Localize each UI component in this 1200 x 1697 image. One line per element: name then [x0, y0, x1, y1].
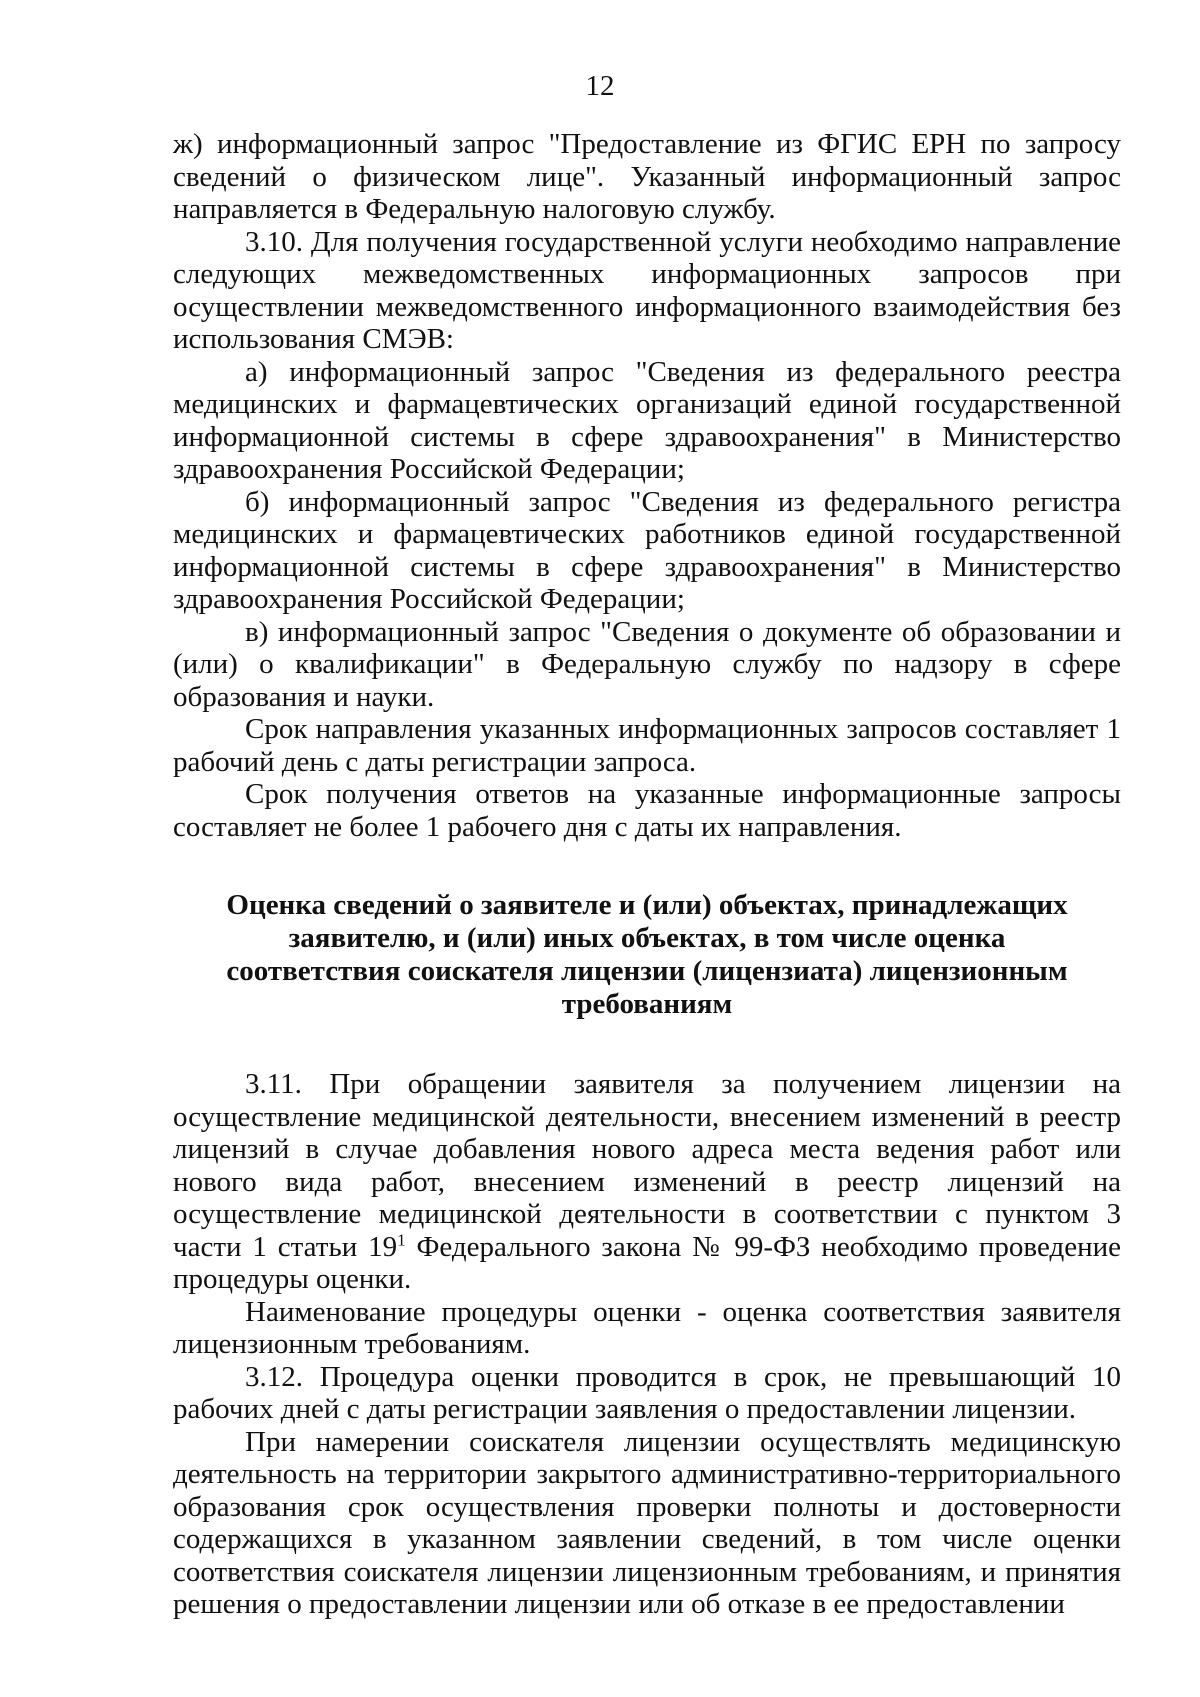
paragraph-b: б) информационный запрос "Сведения из федерального регистра медицинских и фармацевтических работников единой государственной информационной системы в сфере здравоохранения" в Министерство здравоохранения Российской Федерации; [173, 485, 1121, 615]
paragraph-zato: При намерении соискателя лицензии осуществлять медицинскую деятельность на территории закрытого административно-территориального образования срок осуществления проверки полноты и достоверности содержащихся в указанном заявлении сведений, в том числе оценки соответствия соискателя лицензии лицензионным требованиям, и принятия решения о предоставлении лицензии или об отказе в ее предоставлении [173, 1425, 1121, 1620]
paragraph-a: а) информационный запрос "Сведения из федерального реестра медицинских и фармацевтических организаций единой государственной информационной системы в сфере здравоохранения" в Министерство здравоохранения Российской Федерации; [173, 355, 1121, 485]
footnote-superscript: 1 [397, 1229, 406, 1249]
paragraph-3-12: 3.12. Процедура оценки проводится в срок, не превышающий 10 рабочих дней с даты регистрации заявления о предоставлении лицензии. [173, 1360, 1121, 1425]
paragraph-procedure-name: Наименование процедуры оценки - оценка соответствия заявителя лицензионным требованиям. [173, 1295, 1121, 1360]
paragraph-3-11-text-end: Федерального закона № 99-ФЗ необходимо проведение процедуры оценки. [173, 1230, 1121, 1295]
document-body [173, 128, 1121, 1621]
paragraph-response-term: Срок получения ответов на указанные информационные запросы составляет не более 1 рабочего дня с даты их направления. [173, 778, 1121, 843]
paragraph-3-11 [173, 1068, 1121, 1296]
page-number: 12 [585, 70, 615, 102]
section-heading: Оценка сведений о заявителе и (или) объектах, принадлежащих заявителю, и (или) иных объектах, в том числе оценка соответствия соискателя лицензии (лицензиата) лицензионным требованиям [226, 889, 1068, 1020]
paragraph-3-10: 3.10. Для получения государственной услуги необходимо направление следующих межведомственных информационных запросов при осуществлении межведомственного информационного взаимодействия без использования СМЭВ: [173, 225, 1121, 355]
paragraph-3-11-text: 3.11. При обращении заявителя за получением лицензии на осуществление медицинской деятельности, внесением изменений в реестр лицензий в случае добавления нового адреса места ведения работ или нового вида работ, внесением изменений в реестр лицензий на осуществление медицинской деятельности в соответствии с пунктом 3 части 1 статьи 19 [173, 1068, 1121, 1263]
paragraph-zh: ж) информационный запрос "Предоставление из ФГИС ЕРН по запросу сведений о физическом лице". Указанный информационный запрос направляется в Федеральную налоговую службу. [173, 128, 1121, 225]
paragraph-v: в) информационный запрос "Сведения о документе об образовании и (или) о квалификации" в Федеральную службу по надзору в сфере образования и науки. [173, 615, 1121, 713]
paragraph-request-term: Срок направления указанных информационных запросов составляет 1 рабочий день с даты регистрации запроса. [173, 713, 1121, 778]
